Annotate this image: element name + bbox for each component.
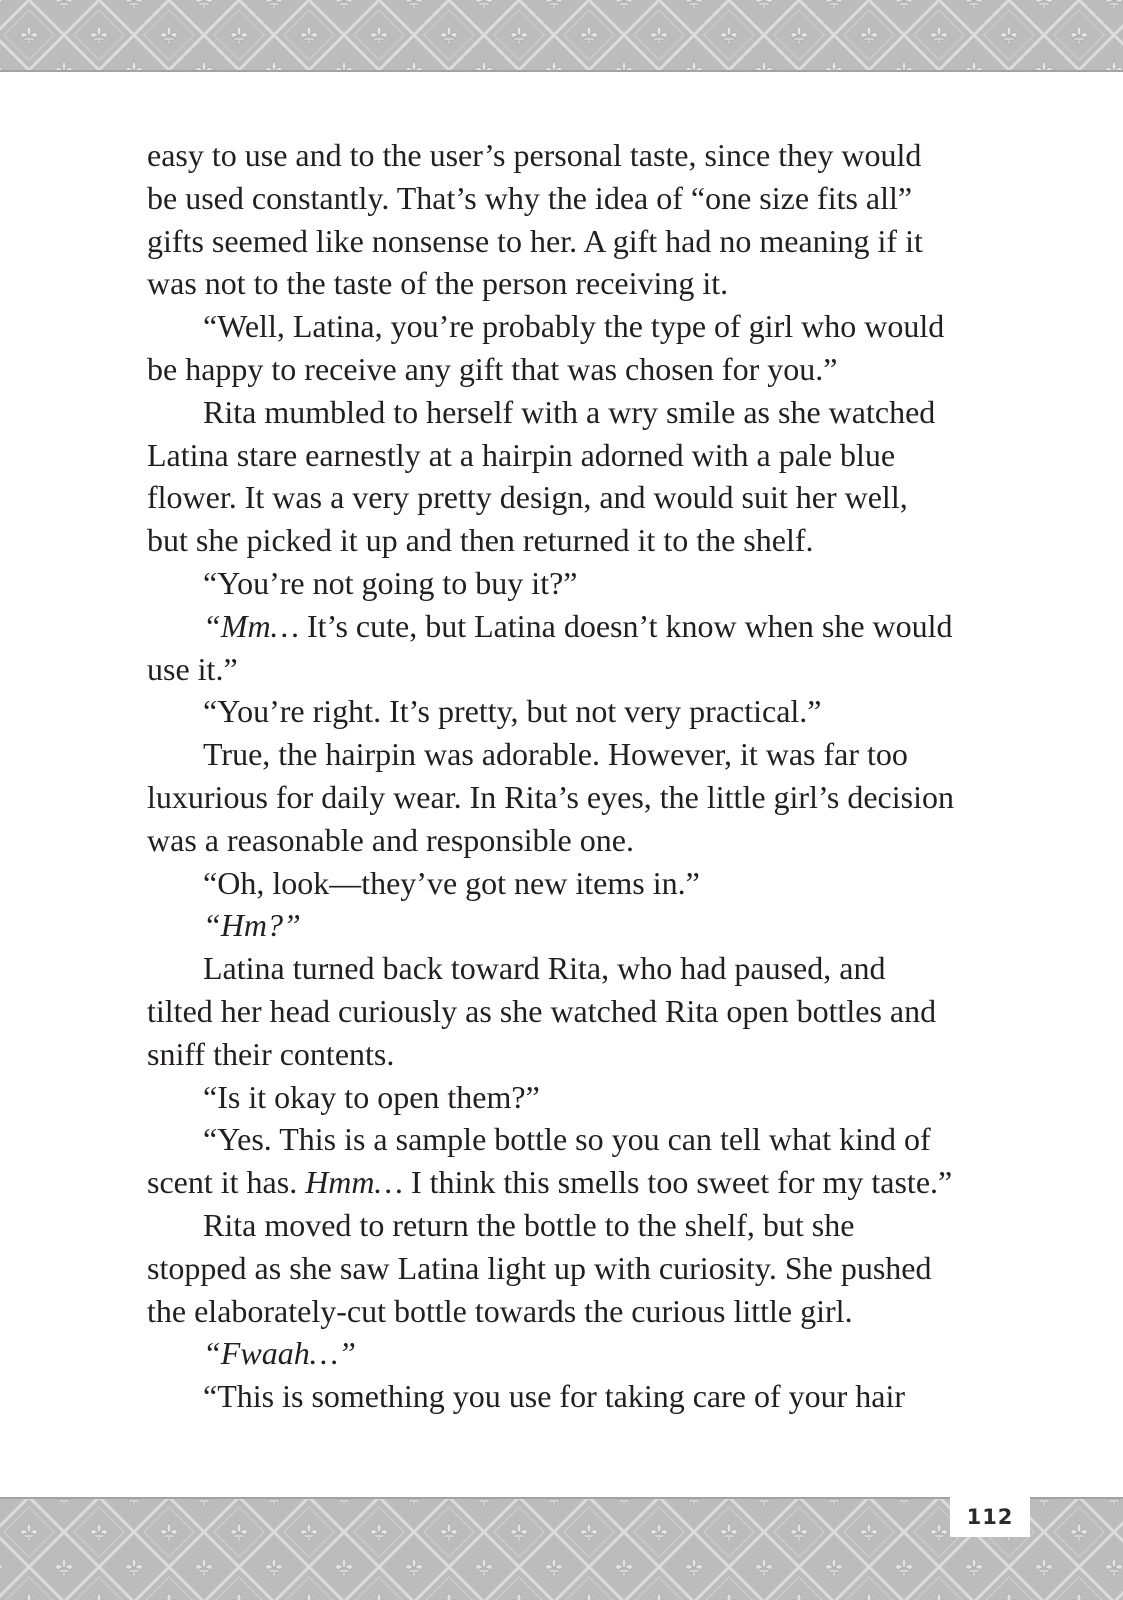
page-number: 112: [950, 1497, 1030, 1537]
text-line: luxurious for daily wear. In Rita’s eyes, the little girl’s decision: [147, 778, 954, 815]
text-line: stopped as she saw Latina light up with curiosity. She pushed: [147, 1249, 932, 1286]
header-ornament-band: [0, 0, 1123, 72]
text-line: Latina turned back toward Rita, who had paused, and: [203, 950, 886, 987]
text-line: Rita mumbled to herself with a wry smile as she watched: [203, 393, 936, 430]
italic-text: “Mm…: [203, 607, 300, 644]
text-segment: It’s cute, but Latina doesn’t know when she would: [299, 607, 953, 644]
text-line: “Oh, look—they’ve got new items in.”: [203, 864, 700, 901]
text-line: “Yes. This is a sample bottle so you can tell what kind of: [203, 1121, 931, 1158]
text-line: was a reasonable and responsible one.: [147, 821, 634, 858]
text-line: Latina stare earnestly at a hairpin adorned with a pale blue: [147, 436, 896, 473]
text-line: “Fwaah…”: [203, 1335, 356, 1372]
text-line: be happy to receive any gift that was chosen for you.”: [147, 350, 838, 387]
text-line: sniff their contents.: [147, 1035, 395, 1072]
text-line: use it.”: [147, 650, 238, 687]
text-line: tilted her head curiously as she watched Rita open bottles and: [147, 992, 937, 1029]
text-line: but she picked it up and then returned it to the shelf.: [147, 522, 814, 559]
text-line: “You’re not going to buy it?”: [203, 564, 578, 601]
text-line: “Is it okay to open them?”: [203, 1078, 540, 1115]
text-segment: I think this smells too sweet for my taste.”: [402, 1164, 953, 1201]
text-line: [147, 1161, 954, 1204]
text-line: “Hm?”: [203, 907, 301, 944]
text-line: was not to the taste of the person receiving it.: [147, 265, 729, 302]
text-line: be used constantly. That’s why the idea of “one size fits all”: [147, 179, 913, 216]
text-segment: scent it has.: [147, 1164, 306, 1201]
text-line: “You’re right. It’s pretty, but not very practical.”: [203, 693, 822, 730]
text-line: [147, 605, 954, 648]
text-line: gifts seemed like nonsense to her. A gift had no meaning if it: [147, 222, 923, 259]
text-line: Rita moved to return the bottle to the shelf, but she: [203, 1206, 855, 1243]
body-text: [147, 134, 954, 1418]
text-line: “Well, Latina, you’re probably the type of girl who would: [203, 308, 945, 345]
italic-text: Hmm…: [305, 1164, 403, 1201]
ornament-pattern: [0, 0, 1123, 70]
text-line: flower. It was a very pretty design, and would suit her well,: [147, 479, 908, 516]
text-line: easy to use and to the user’s personal taste, since they would: [147, 137, 922, 173]
text-line: “This is something you use for taking care of your hair: [203, 1378, 906, 1415]
text-line: True, the hairpin was adorable. However, it was far too: [203, 736, 908, 773]
text-line: the elaborately-cut bottle towards the curious little girl.: [147, 1292, 853, 1329]
